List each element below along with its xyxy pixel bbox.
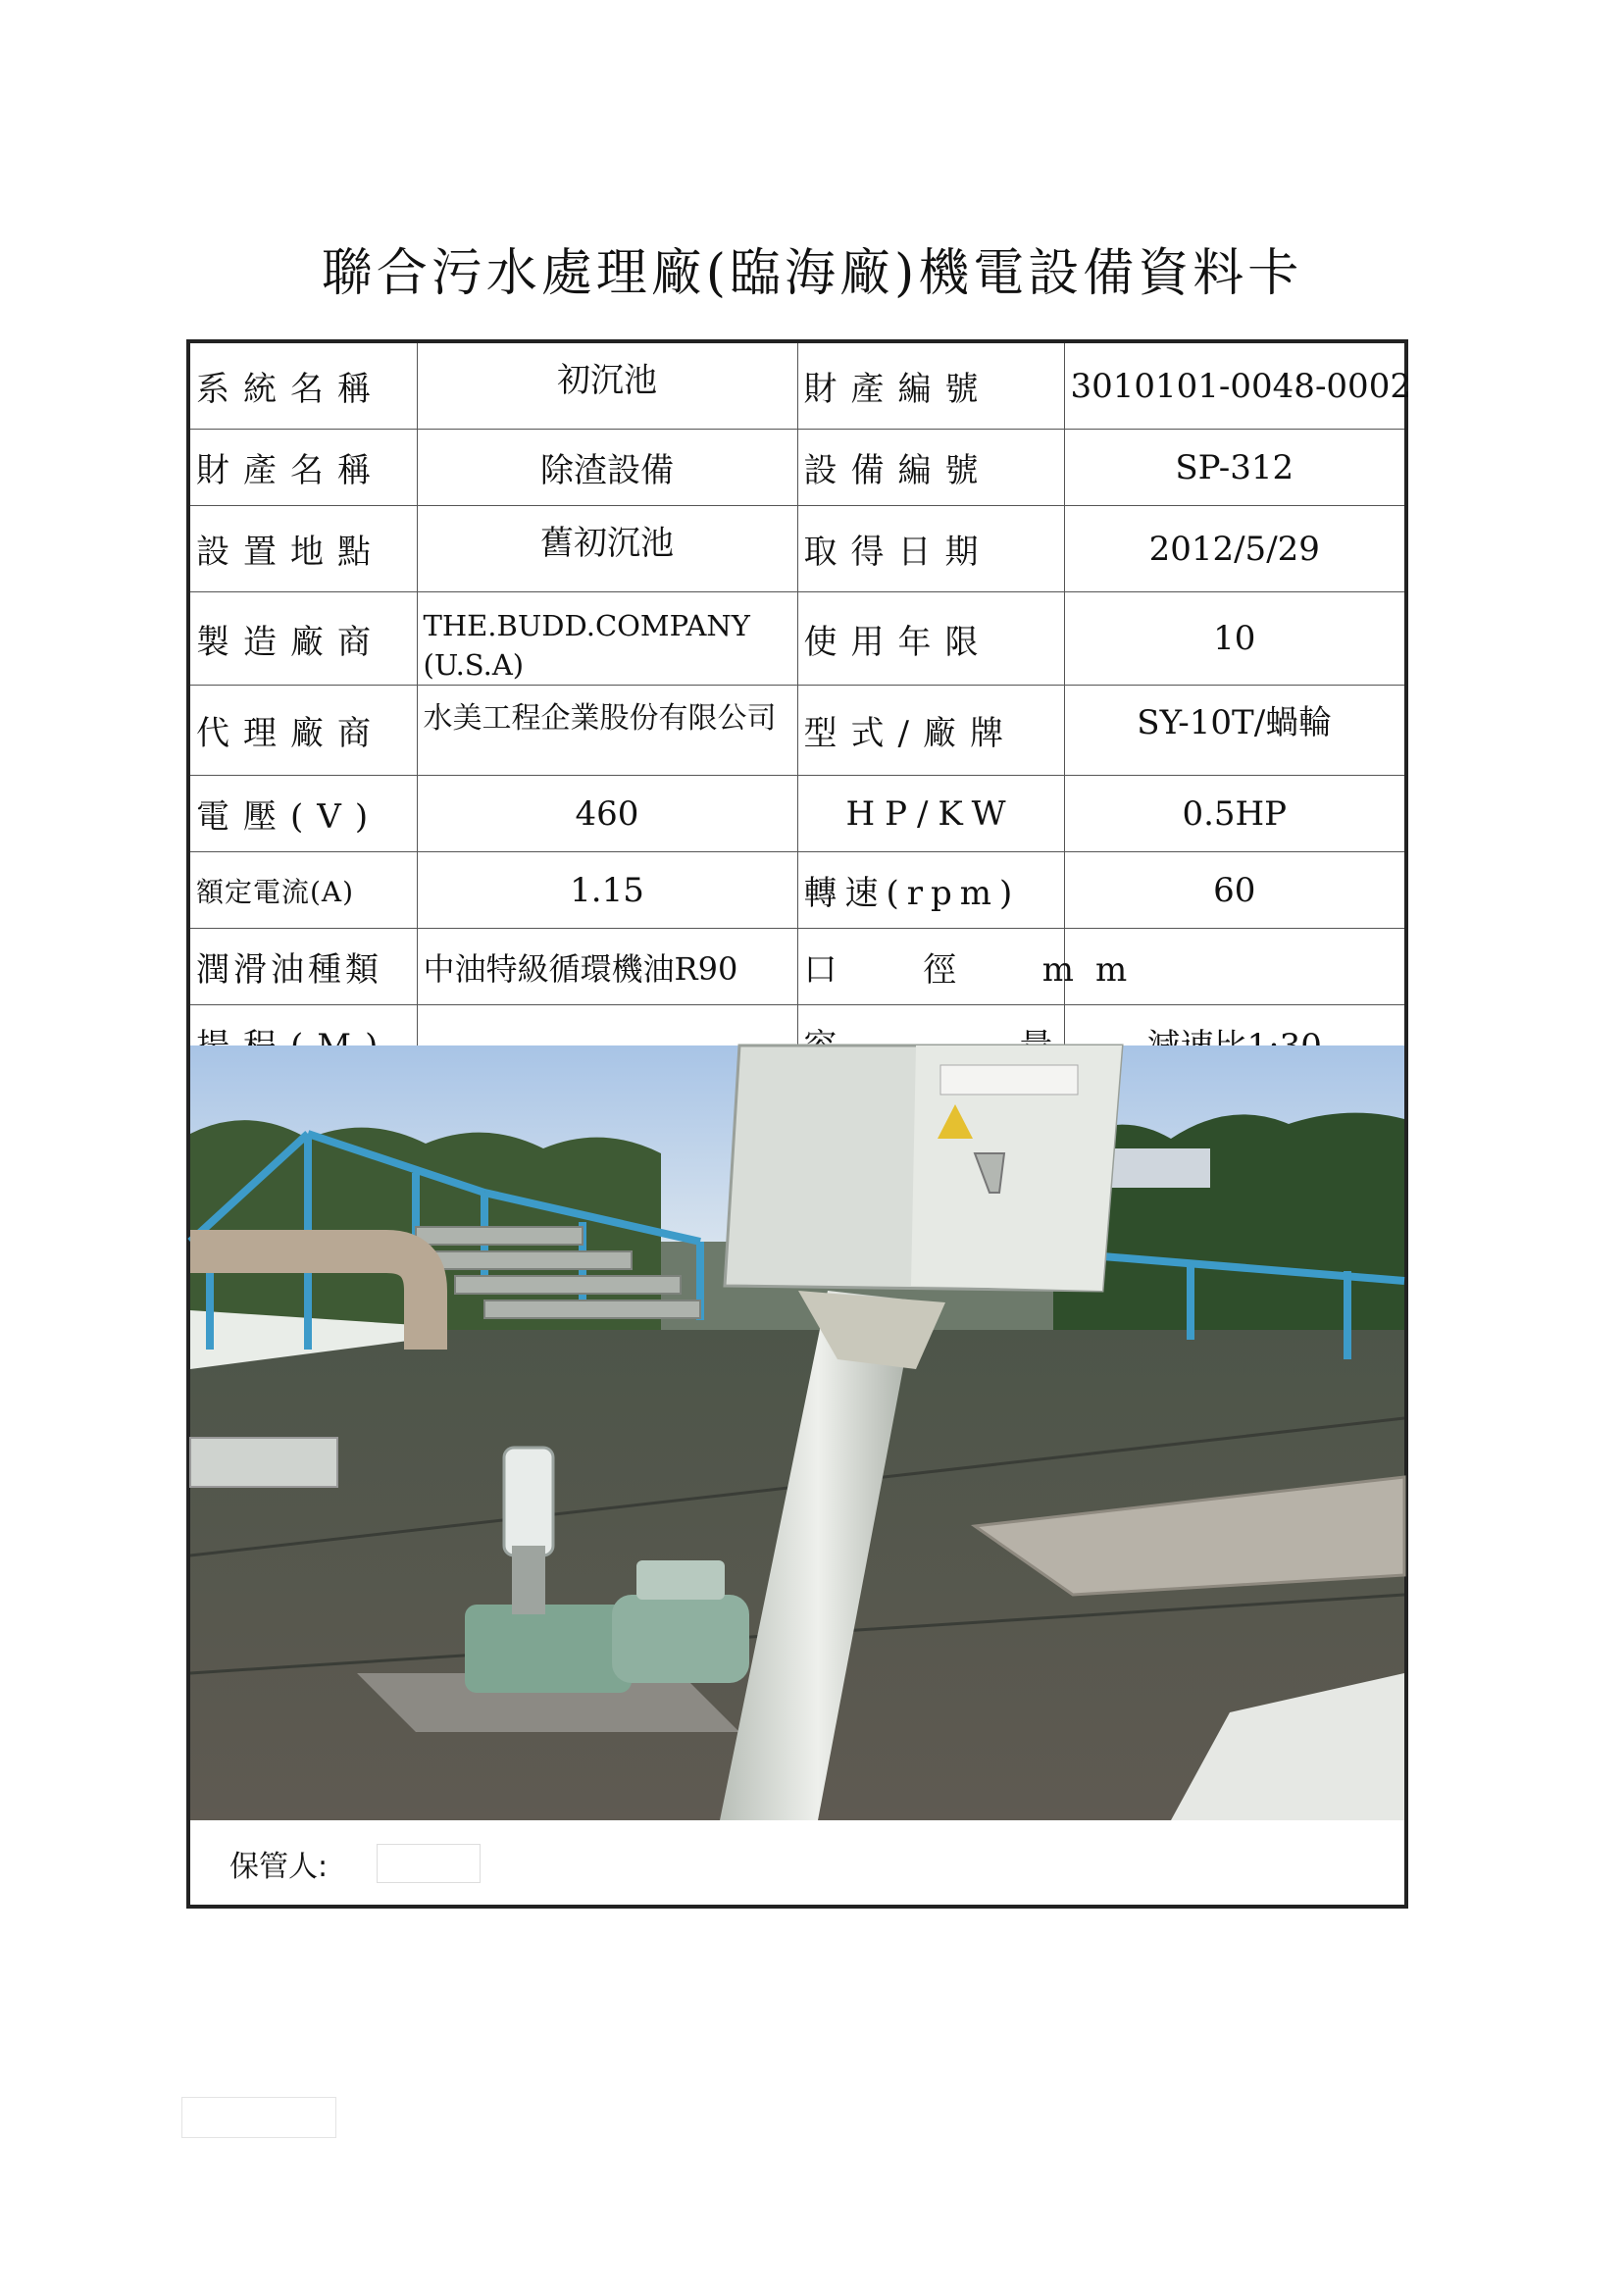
value-lubricant: 中油特級循環機油R90 bbox=[417, 929, 797, 1005]
value-speed: 60 bbox=[1064, 852, 1404, 929]
value-service-life: 10 bbox=[1064, 592, 1404, 686]
value-location: 舊初沉池 bbox=[417, 506, 797, 592]
value-acquisition-date: 2012/5/29 bbox=[1064, 506, 1404, 592]
table-row bbox=[190, 929, 1404, 1005]
equipment-photo-drawing bbox=[190, 1045, 1404, 1820]
label-equipment-number: 設備編號 bbox=[797, 430, 1064, 506]
table-row bbox=[190, 776, 1404, 852]
value-model-brand: SY-10T/蝸輪 bbox=[1064, 686, 1404, 776]
value-property-number: 3010101-0048-0002 bbox=[1064, 343, 1404, 430]
keeper-label: 保管人: bbox=[229, 1850, 329, 1884]
label-voltage: 電壓(V) bbox=[190, 776, 417, 852]
value-agent: 水美工程企業股份有限公司 bbox=[417, 686, 797, 776]
label-hp-kw: HP/KW bbox=[797, 776, 1064, 852]
label-rated-current: 額定電流(A) bbox=[190, 852, 417, 929]
value-system-name: 初沉池 bbox=[417, 343, 797, 430]
label-agent: 代理廠商 bbox=[190, 686, 417, 776]
label-model-brand: 型式/廠牌 bbox=[797, 686, 1064, 776]
label-system-name: 系統名稱 bbox=[190, 343, 417, 430]
keeper-signature-field bbox=[377, 1844, 481, 1883]
value-rated-current: 1.15 bbox=[417, 852, 797, 929]
label-acquisition-date: 取得日期 bbox=[797, 506, 1064, 592]
label-manufacturer: 製造廠商 bbox=[190, 592, 417, 686]
page-title: 聯合污水處理廠(臨海廠)機電設備資料卡 bbox=[321, 244, 1303, 303]
blank-box bbox=[181, 2097, 336, 2138]
label-speed: 轉速(rpm) bbox=[797, 852, 1064, 929]
label-service-life: 使用年限 bbox=[797, 592, 1064, 686]
value-hp-kw: 0.5HP bbox=[1064, 776, 1404, 852]
table-row bbox=[190, 592, 1404, 686]
table-row bbox=[190, 430, 1404, 506]
value-equipment-number: SP-312 bbox=[1064, 430, 1404, 506]
spec-table bbox=[190, 343, 1411, 1082]
label-diameter: 口 徑 mm bbox=[797, 929, 1064, 1005]
label-location: 設置地點 bbox=[190, 506, 417, 592]
label-property-number: 財產編號 bbox=[797, 343, 1064, 430]
value-property-name: 除渣設備 bbox=[417, 430, 797, 506]
table-row bbox=[190, 686, 1404, 776]
label-lubricant: 潤滑油種類 bbox=[190, 929, 417, 1005]
equipment-card bbox=[186, 339, 1411, 1909]
table-row bbox=[190, 343, 1404, 430]
equipment-photo bbox=[190, 1045, 1404, 1820]
value-voltage: 460 bbox=[417, 776, 797, 852]
value-manufacturer: THE.BUDD.COMPANY(U.S.A) bbox=[417, 592, 797, 686]
table-row bbox=[190, 852, 1404, 929]
label-property-name: 財產名稱 bbox=[190, 430, 417, 506]
table-row bbox=[190, 506, 1404, 592]
